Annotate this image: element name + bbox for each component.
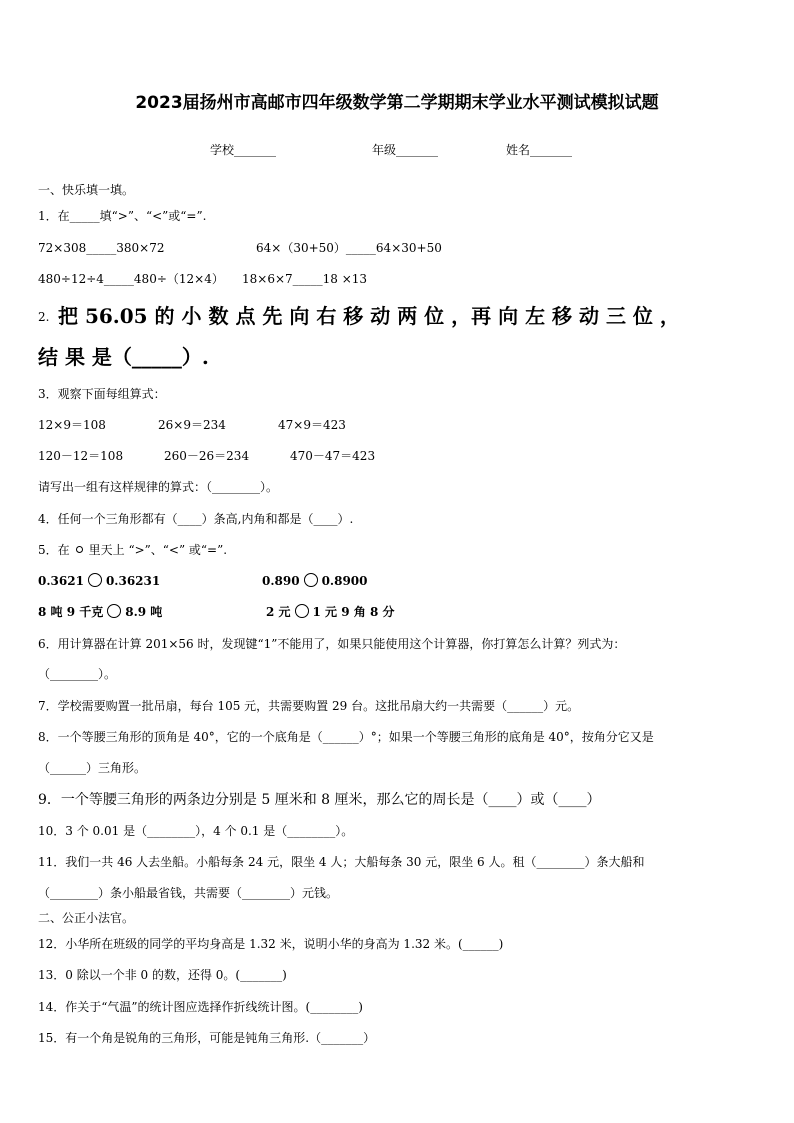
q5-b-right: 0.8900: [321, 574, 368, 588]
q9: 9．一个等腰三角形的两条边分别是 5 厘米和 8 厘米，那么它的周长是（____）或（____）: [38, 792, 601, 808]
q2-line2: 结 果 是（_____）.: [38, 345, 209, 369]
q3-eq: 470－47＝423: [290, 449, 376, 463]
q1-d: 18×6×7_____18 ×13: [242, 272, 368, 286]
q5-a: [38, 573, 160, 589]
q3-eq: 260－26＝234: [164, 449, 250, 463]
q3-ask: 请写出一组有这样规律的算式：（________）。: [38, 480, 279, 494]
q6-line1: 6．用计算器在计算 201×56 时，发现键“1”不能用了，如果只能使用这个计算器，你打算怎么计算？列式为：: [38, 637, 626, 651]
q5-c-left: 8 吨 9 千克: [38, 605, 104, 619]
q1-a: 72×308_____380×72: [38, 241, 165, 255]
q5-stem-a: 5．在: [38, 543, 70, 557]
q4: 4．任何一个三角形都有（____）条高,内角和都是（____）.: [38, 512, 354, 526]
q5-a-right: 0.36231: [105, 574, 161, 588]
blank-circle-icon[interactable]: [88, 573, 102, 587]
q3-eq: 12×9＝108: [38, 418, 106, 432]
q1-stem: 1．在_____填“>”、“<”或“=”.: [38, 209, 207, 223]
q3-eq: 120－12＝108: [38, 449, 124, 463]
q5-b: [262, 573, 368, 589]
q11-line1: 11．我们一共 46 人去坐船。小船每条 24 元，限坐 4 人；大船每条 30 元，限坐 6 人。租（________）条大船和: [38, 855, 645, 869]
q3-stem: 3．观察下面每组算式：: [38, 387, 166, 401]
q5-d-left: 2 元: [266, 605, 291, 619]
blank-circle-icon[interactable]: [304, 573, 318, 587]
q5-d-right: 1 元 9 角 8 分: [312, 605, 395, 619]
q15: 15．有一个角是锐角的三角形，可能是钝角三角形.（_______）: [38, 1031, 376, 1045]
q5-stem-b: 里天上 “>”、“<” 或“=”.: [88, 543, 228, 557]
q5-a-left: 0.3621: [38, 574, 84, 588]
school-field: 学校_______: [210, 143, 277, 157]
q12: 12．小华所在班级的同学的平均身高是 1.32 米，说明小华的身高为 1.32 米。(______): [38, 937, 504, 951]
q5-stem: [38, 542, 227, 558]
q3-eq: 47×9＝423: [278, 418, 346, 432]
q5-c: [38, 604, 162, 620]
q8-line2: （______）三角形。: [38, 761, 147, 775]
circle-icon: [76, 546, 83, 553]
name-field: 姓名_______: [506, 143, 573, 157]
q1-c: 480÷12÷4_____480÷（12×4）: [38, 272, 224, 286]
q2-line1: 把 56.05 的 小 数 点 先 向 右 移 动 两 位 ，再 向 左 移 动 三 位 ，: [58, 304, 680, 328]
blank-circle-icon[interactable]: [295, 604, 309, 618]
q5-c-right: 8.9 吨: [125, 605, 163, 619]
q14: 14．作关于“气温”的统计图应选择作折线统计图。(________): [38, 1000, 363, 1014]
section-1-heading: 一、快乐填一填。: [38, 183, 135, 197]
page-title: 2023届扬州市高邮市四年级数学第二学期期末学业水平测试模拟试题: [135, 93, 659, 113]
q11-line2: （________）条小船最省钱，共需要（________）元钱。: [38, 886, 339, 900]
grade-field: 年级_______: [372, 143, 439, 157]
section-2-heading: 二、公正小法官。: [38, 911, 135, 925]
q1-b: 64×（30+50）_____64×30+50: [256, 241, 442, 255]
q3-eq: 26×9＝234: [158, 418, 226, 432]
q7: 7．学校需要购置一批吊扇，每台 105 元，共需要购置 29 台。这批吊扇大约一共需要（______）元。: [38, 699, 580, 713]
q10: 10．3 个 0.01 是（________），4 个 0.1 是（________）。: [38, 824, 354, 838]
q8-line1: 8．一个等腰三角形的顶角是 40°，它的一个底角是（______）°；如果一个等腰三角形的底角是 40°，按角分它又是: [38, 730, 654, 744]
blank-circle-icon[interactable]: [107, 604, 121, 618]
q6-line2: （________）。: [38, 667, 117, 681]
q5-d: [266, 604, 394, 620]
q2-number: 2.: [38, 310, 50, 324]
q5-b-left: 0.890: [262, 574, 300, 588]
q13: 13．0 除以一个非 0 的数，还得 0。(_______): [38, 968, 287, 982]
